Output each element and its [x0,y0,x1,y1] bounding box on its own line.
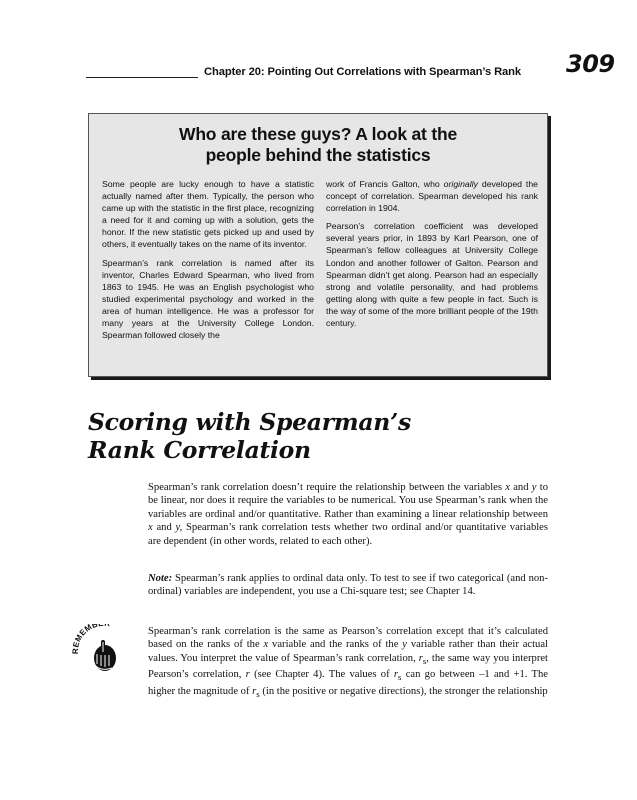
remember-icon [70,624,132,674]
text-run: , the same way you interpret Pearson’s correlation, [148,652,548,681]
sidebar-paragraph: Some people are lucky enough to have a statistic actually named after them. Typically, the person who came up with the statistic in the first place, recognizing a need for it and coming up with a solution, gets the honor. If the new statistic gets picked up and used by others, it eventually takes on the name of its inventor. [102,179,314,250]
body-paragraph-1 [148,481,548,548]
note-label: Note: [148,573,173,584]
section-heading-line1: Scoring with Spearman’s [88,408,411,436]
text-run: and [509,482,532,493]
math-subscript: s [422,655,427,666]
math-var: r [245,669,250,681]
text-run: developed the concept of correlation. Spearman developed his rank correlation in 1904. [326,179,538,214]
text-run: can go between –1 and +1. The higher the magnitude of [148,669,548,697]
note-paragraph [148,572,548,599]
page-number: 309 [566,50,615,78]
math-var: r [393,669,399,681]
sidebar-title [89,124,547,166]
sidebar-right-column [326,178,538,335]
section-heading-line2: Rank Correlation [88,436,311,464]
section-heading [88,408,448,464]
text-run: (see Chapter 4). The values of [249,669,394,681]
text-run: variable rather than their actual values. You interpret the value of Spearman’s rank correlation, [148,639,548,664]
sidebar-left-column [102,178,314,347]
text-run: Spearman’s rank correlation tests whether two ordinal and/or quantitative variables are dependent (in other words, related to each other). [148,522,549,547]
text-run: and [152,522,176,534]
emphasis: originally [443,179,478,189]
math-var: x [148,522,153,534]
running-header: Chapter 20: Pointing Out Correlations with Spearman’s Rank [204,66,522,78]
text-run: Spearman’s rank applies to ordinal data only. To test to see if two categorical (and non-ordinal) variables are independent, you use a Chi-square test; see Chapter 14. [148,573,548,598]
text-run: Spearman’s rank correlation doesn’t require the relationship between the variables [148,482,506,493]
math-var: x [263,639,269,651]
text-run: variable and the ranks of the [268,639,403,651]
math-subscript: s [256,688,260,699]
sidebar-box [88,113,548,377]
sidebar-paragraph [326,178,538,214]
text-run: to be linear, nor does it require the variables to be numerical. You use Spearman’s rank when the variables are ordinal and/or quantitative. Rather than examining a linear relationship between [148,482,549,520]
math-var: r [252,685,257,697]
math-subscript: s [398,672,402,683]
sidebar-title-line1: Who are these guys? A look at the [179,124,457,144]
text-run: (in the positive or negative directions), the stronger the relationship [259,685,548,697]
math-var: y, [175,522,183,534]
math-var: y [402,639,407,651]
text-run: Spearman’s rank correlation is the same as Pearson’s correlation except that it’s calculated based on the ranks of the [148,626,548,651]
sidebar-title-line2: people behind the statistics [205,145,431,165]
text-run: work of Francis Galton, who [326,179,444,189]
body-paragraph-3 [148,625,548,701]
math-var: y [531,482,537,493]
sidebar-paragraph: Pearson’s correlation coefficient was developed several years prior, in 1893 by Karl Pearson, one of Spearman’s fellow colleagues at University College London and another follower of Galton. Pearson and Spearman didn’t get along. Pearson had an especially strong and volatile personality, and had problems getting along with quite a few people in fact. Such is the way of some of the more brilliant people of the 19th century. [326,221,538,329]
math-var: r [418,652,423,664]
sidebar-paragraph: Spearman’s rank correlation is named after its inventor, Charles Edward Spearman, who lived from 1863 to 1945. He was an English psychologist who studied experimental psychology and worked in the area of human intelligence. He was a professor for many years at the University College London. Spearman followed closely the [102,257,314,341]
header-rule [86,77,198,78]
remember-icon-label: REMEMB [70,624,100,655]
math-var: x [505,482,510,493]
